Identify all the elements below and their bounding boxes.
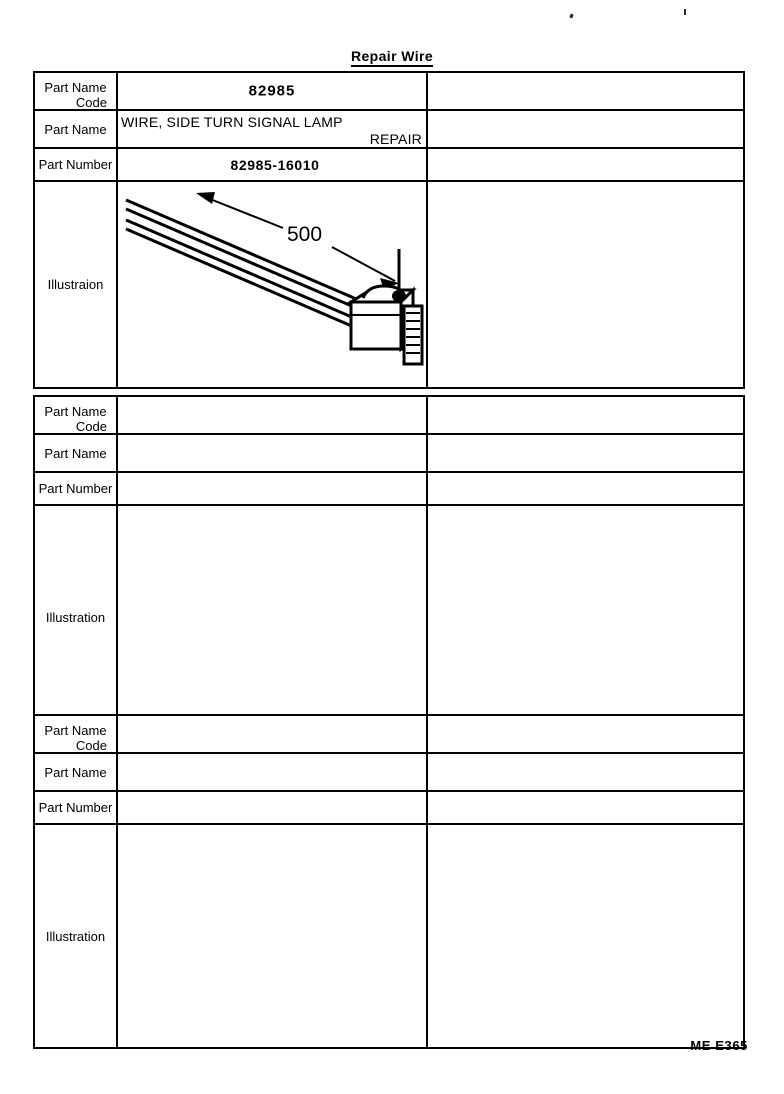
label-part-number: Part Number [35,792,118,823]
table-row-part-name-code [35,716,743,754]
page-title-container [0,48,784,67]
table-1-right-column-name [428,111,743,147]
value-part-name-code [118,397,428,433]
label-part-name-code-line1: Part Name [44,723,107,738]
label-part-name-code-line2: Code [75,738,107,753]
label-part-name-code-line1: Part Name [44,80,107,95]
table-row-part-name [35,111,743,149]
label-illustration: Illustraion [35,182,118,387]
value-part-number [118,792,428,823]
table-1-right-column-code [428,73,743,109]
value-part-name [118,435,428,471]
table-2-right-column-name [428,435,743,471]
part-name-code-value: 82985 [248,82,296,100]
label-part-number: Part Number [35,473,118,504]
table-1-right-column-number [428,149,743,180]
part-name-value [121,114,422,148]
table-row-illustration [35,825,743,1047]
table-row-part-name [35,435,743,473]
part-table-2 [33,395,745,730]
table-row-part-number [35,792,743,825]
part-number-value: 82985-16010 [230,156,320,173]
part-table-1 [33,71,745,389]
value-part-name-code [118,716,428,752]
value-illustration [118,182,428,387]
label-part-name-code [35,397,118,433]
label-part-name-code [35,73,118,109]
value-illustration [118,825,428,1047]
table-2-right-column-number [428,473,743,504]
page-title: Repair Wire [351,48,433,67]
scan-artifact [684,9,686,15]
value-illustration [118,506,428,728]
table-3-right-column-code [428,716,743,752]
table-2-right-column-illustration [428,506,743,728]
value-part-number [118,473,428,504]
table-row-part-name-code [35,73,743,111]
table-row-illustration [35,182,743,387]
part-name-value-line2: REPAIR [369,131,422,147]
label-part-name-code-line2: Code [75,95,107,110]
wire-harness-illustration [118,182,428,387]
value-part-name-code [118,73,428,109]
label-part-name-code [35,716,118,752]
scan-artifact [569,14,573,19]
label-part-name: Part Name [35,435,118,471]
label-illustration: Illustration [35,825,118,1047]
label-illustration: Illustration [35,506,118,728]
svg-text:500: 500 [287,223,323,246]
value-part-name [118,754,428,790]
table-row-illustration [35,506,743,728]
table-row-part-name [35,754,743,792]
table-3-right-column-name [428,754,743,790]
label-part-name-code-line2: Code [75,419,107,434]
label-part-number: Part Number [35,149,118,180]
label-part-name: Part Name [35,111,118,147]
footer-code: ME E365 [690,1038,748,1053]
table-row-part-number [35,473,743,506]
label-part-name-code-line1: Part Name [44,404,107,419]
table-3-right-column-illustration [428,825,743,1047]
value-part-number [118,149,428,180]
table-1-right-column-illustration [428,182,743,387]
part-name-value-line1: WIRE, SIDE TURN SIGNAL LAMP [121,114,343,130]
table-row-part-name-code [35,397,743,435]
label-part-name: Part Name [35,754,118,790]
value-part-name [118,111,428,147]
part-table-3 [33,714,745,1049]
table-row-part-number [35,149,743,182]
table-2-right-column-code [428,397,743,433]
table-3-right-column-number [428,792,743,823]
